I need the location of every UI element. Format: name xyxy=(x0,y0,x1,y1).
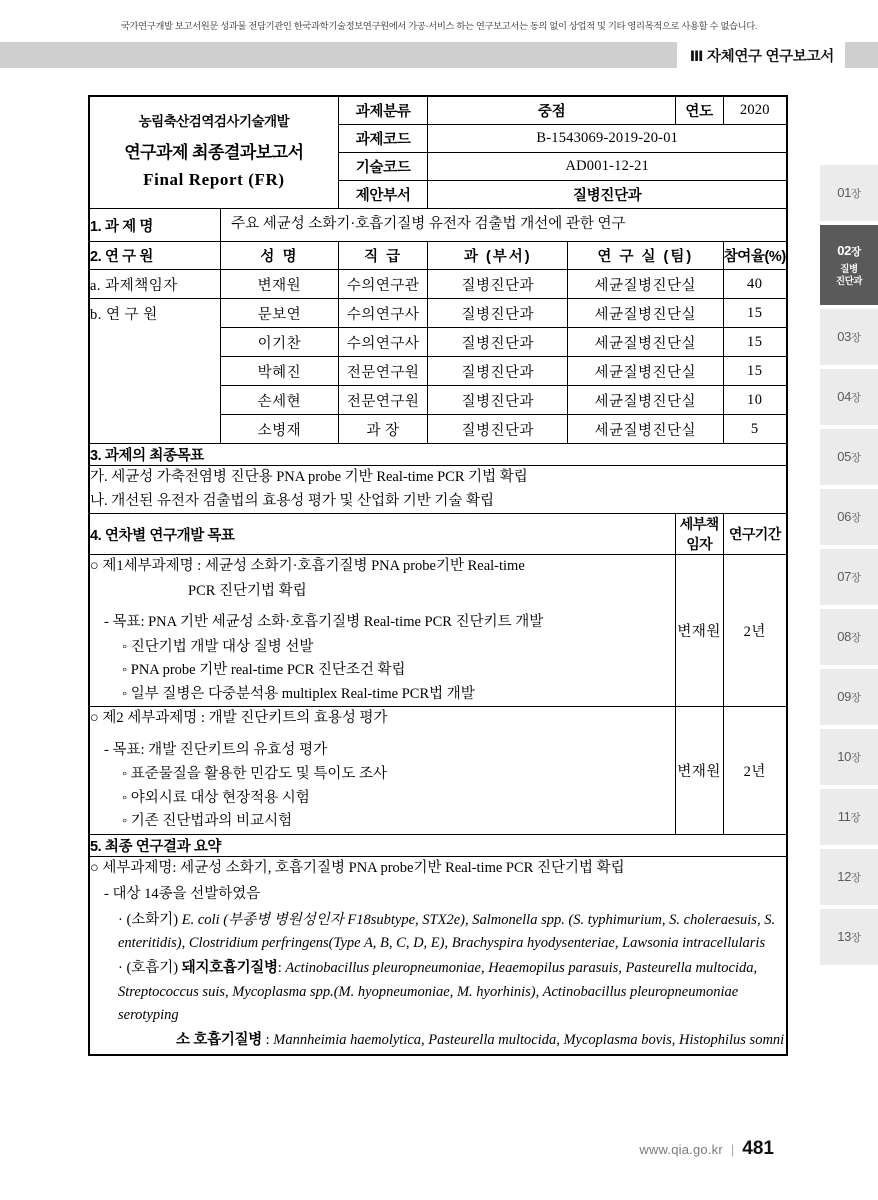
subtask-bullet: ◦ 일부 질병은 다중분석용 multiplex Real-time PCR법 개발 xyxy=(122,685,475,702)
final-report-table xyxy=(88,95,788,1056)
chapter-tab-number: 09장 xyxy=(837,689,861,704)
program-name: 농림축산검역검사기술개발 xyxy=(138,114,290,130)
project-code-label: 과제코드 xyxy=(338,125,428,153)
researcher-role xyxy=(89,415,221,444)
copyright-disclaimer: 국가연구개발 보고서원문 성과물 전담기관인 한국과학기술정보연구원에서 가공·서비스 하는 연구보고서는 동의 없이 상업적 및 기타 영리목적으로 사용할 수 없습니다. xyxy=(120,21,758,31)
chapter-tab-number: 07장 xyxy=(837,569,861,584)
subtask-goal: - 목표: 개발 진단키트의 유효성 평가 xyxy=(104,741,328,758)
col-name: 성 명 xyxy=(221,242,339,270)
section4-label: 4. 연차별 연구개발 목표 xyxy=(89,514,675,555)
subtask-bullet: ◦ 기존 진단법과의 비교시험 xyxy=(122,813,293,830)
annual-goal-row xyxy=(89,707,787,834)
researcher-lab: 세균질병진단실 xyxy=(568,415,724,444)
researcher-rate: 10 xyxy=(723,386,787,415)
page-footer xyxy=(639,1138,774,1160)
annual-goal-row xyxy=(89,555,787,707)
researcher-rate: 15 xyxy=(723,357,787,386)
subtask-period: 2년 xyxy=(723,555,787,707)
researcher-lab: 세균질병진단실 xyxy=(568,357,724,386)
chapter-tab-subtitle: 질병 진단과 xyxy=(835,263,863,287)
researcher-dept: 질병진단과 xyxy=(428,386,568,415)
bovine-label: 소 호흡기질병 xyxy=(176,1031,262,1048)
summary-subtask-line: ○ 세부과제명: 세균성 소화기, 호흡기질병 PNA probe기반 Real-time PCR 진단기법 확립 xyxy=(90,859,625,876)
researcher-rate: 15 xyxy=(723,328,787,357)
chapter-tab-03[interactable] xyxy=(820,309,878,365)
year-label: 연도 xyxy=(675,96,723,125)
report-title-ko: 연구과제 최종결과보고서 xyxy=(124,142,304,162)
footer-page-number: 481 xyxy=(742,1138,774,1159)
researcher-lab: 세균질병진단실 xyxy=(568,299,724,328)
swine-species: Actinobacillus pleuropneumoniae, Heaemopilus parasuis, Pasteurella multocida, Streptococcus suis, Mycoplasma spp.(M. hyopneumoniae, M. hyorhinis), Actinobacillus pleuropneumoniae serotyping xyxy=(118,960,758,1023)
annual-goal-detail xyxy=(89,555,675,707)
annual-goal-detail xyxy=(89,707,675,834)
researcher-rate: 5 xyxy=(723,415,787,444)
col-lab: 연 구 실 (팀) xyxy=(568,242,724,270)
researcher-lab: 세균질병진단실 xyxy=(568,328,724,357)
researcher-row xyxy=(89,415,787,444)
researcher-role xyxy=(89,357,221,386)
chapter-tab-number: 03장 xyxy=(837,329,861,344)
section4-col-owner: 세부책임자 xyxy=(675,514,723,555)
researcher-rank: 전문연구원 xyxy=(338,386,428,415)
project-code-value: B-1543069-2019-20-01 xyxy=(428,125,787,153)
category-label: 과제분류 xyxy=(338,96,428,125)
researcher-rank: 수의연구사 xyxy=(338,328,428,357)
chapter-tab-06[interactable] xyxy=(820,489,878,545)
researcher-row xyxy=(89,386,787,415)
chapter-tab-number: 13장 xyxy=(837,929,861,944)
chapter-tab-01[interactable] xyxy=(820,165,878,221)
chapter-tab-04[interactable] xyxy=(820,369,878,425)
researcher-role xyxy=(89,386,221,415)
year-value: 2020 xyxy=(723,96,787,125)
chapter-tab-number: 02장 xyxy=(837,242,861,258)
subtask-goal: - 목표: PNA 기반 세균성 소화·호흡기질병 Real-time PCR 진단키트 개발 xyxy=(104,614,544,631)
researcher-lab: 세균질병진단실 xyxy=(568,270,724,299)
researcher-name: 손세현 xyxy=(221,386,339,415)
researcher-name: 문보연 xyxy=(221,299,339,328)
section5-label: 5. 최종 연구결과 요약 xyxy=(89,834,787,856)
tech-code-label: 기술코드 xyxy=(338,153,428,181)
subtask-owner: 변재원 xyxy=(675,555,723,707)
col-rate: 참여율(%) xyxy=(723,242,787,270)
chapter-tab-02[interactable] xyxy=(820,225,878,305)
col-dept: 과 (부서) xyxy=(428,242,568,270)
digestive-species: E. coli (부종병 병원성인자 F18subtype, STX2e), Salmonella spp. (S. typhimurium, S. choleraesuis, S. enteritidis), Clostridium perfringens(Type A, B, C, D, E), Brachyspira hyodysenteriae, Lawsonia intracellularis xyxy=(118,911,776,952)
category-value: 중점 xyxy=(428,96,675,125)
report-title-block xyxy=(89,96,338,209)
section2-label: 2. 연 구 원 xyxy=(89,242,221,270)
researcher-role: a. 과제책임자 xyxy=(89,270,221,299)
swine-label: 돼지호흡기질병 xyxy=(181,960,278,977)
researcher-name: 이기찬 xyxy=(221,328,339,357)
section4-col-period: 연구기간 xyxy=(723,514,787,555)
subtask-bullet: ◦ 진단기법 개발 대상 질병 선발 xyxy=(122,638,314,655)
researcher-dept: 질병진단과 xyxy=(428,270,568,299)
summary-digestive xyxy=(118,909,786,955)
chapter-tab-number: 06장 xyxy=(837,509,861,524)
chapter-tab-05[interactable] xyxy=(820,429,878,485)
subtask-bullet: ◦ PNA probe 기반 real-time PCR 진단조건 확립 xyxy=(122,662,406,679)
chapter-tab-number: 10장 xyxy=(837,749,861,764)
section1-label: 1. 과 제 명 xyxy=(89,209,221,242)
subtask-bullet: ◦ 표준물질을 활용한 민감도 및 특이도 조사 xyxy=(122,766,388,783)
digestive-label: · (소화기) xyxy=(118,911,179,928)
researcher-dept: 질병진단과 xyxy=(428,328,568,357)
researcher-name: 박혜진 xyxy=(221,357,339,386)
subtask-owner: 변재원 xyxy=(675,707,723,834)
researcher-row xyxy=(89,328,787,357)
section3-body xyxy=(89,466,787,514)
researcher-rank: 과 장 xyxy=(338,415,428,444)
section3-line: 가. 세균성 가축전염병 진단용 PNA probe 기반 Real-time PCR 기법 확립 xyxy=(90,469,528,486)
tech-code-value: AD001-12-21 xyxy=(428,153,787,181)
subtask-title: ○ 제1세부과제명 : 세균성 소화기·호흡기질병 PNA probe기반 Real-time xyxy=(90,558,525,575)
chapter-tab-10[interactable] xyxy=(820,729,878,785)
chapter-tab-09[interactable] xyxy=(820,669,878,725)
summary-target-count: - 대상 14종을 선발하였음 xyxy=(104,885,261,902)
chapter-tab-13[interactable] xyxy=(820,909,878,965)
researcher-rank: 수의연구사 xyxy=(338,299,428,328)
researcher-rank: 전문연구원 xyxy=(338,357,428,386)
report-title-en: Final Report (FR) xyxy=(143,170,285,190)
researcher-name: 변재원 xyxy=(221,270,339,299)
section1-value: 주요 세균성 소화기·호흡기질병 유전자 검출법 개선에 관한 연구 xyxy=(221,209,787,242)
chapter-tab-number: 05장 xyxy=(837,449,861,464)
proposing-dept-value: 질병진단과 xyxy=(428,181,787,209)
researcher-row xyxy=(89,357,787,386)
bovine-species: Mannheimia haemolytica, Pasteurella multocida, Mycoplasma bovis, Histophilus somni xyxy=(273,1031,785,1048)
chapter-tab-number: 08장 xyxy=(837,629,861,644)
researcher-dept: 질병진단과 xyxy=(428,357,568,386)
chapter-tab-07[interactable] xyxy=(820,549,878,605)
researcher-rank: 수의연구관 xyxy=(338,270,428,299)
col-rank: 직 급 xyxy=(338,242,428,270)
running-head-title: Ⅲ 자체연구 연구보고서 xyxy=(677,42,845,68)
researcher-role: b. 연 구 원 xyxy=(89,299,221,328)
chapter-tab-number: 04장 xyxy=(837,389,861,404)
section5-body xyxy=(89,856,787,1055)
chapter-tab-number: 11장 xyxy=(837,809,861,824)
chapter-tab-11[interactable] xyxy=(820,789,878,845)
proposing-dept-label: 제안부서 xyxy=(338,181,428,209)
researcher-rate: 15 xyxy=(723,299,787,328)
subtask-title-cont: PCR 진단기법 확립 xyxy=(188,582,307,599)
respiratory-label: · (호흡기) xyxy=(118,960,179,977)
researcher-role xyxy=(89,328,221,357)
chapter-tab-number: 01장 xyxy=(837,185,861,200)
chapter-tab-08[interactable] xyxy=(820,609,878,665)
researcher-row xyxy=(89,299,787,328)
researcher-row xyxy=(89,270,787,299)
subtask-period: 2년 xyxy=(723,707,787,834)
section3-line: 나. 개선된 유전자 검출법의 효용성 평가 및 산업화 기반 기술 확립 xyxy=(90,492,495,509)
researcher-name: 소병재 xyxy=(221,415,339,444)
footer-divider: | xyxy=(730,1142,735,1157)
subtask-title: ○ 제2 세부과제명 : 개발 진단키트의 효용성 평가 xyxy=(90,710,388,727)
chapter-tab-rail xyxy=(820,165,878,969)
researcher-dept: 질병진단과 xyxy=(428,299,568,328)
summary-respiratory: · (호흡기) 돼지호흡기질병: Actinobacillus pleuropneumoniae, Heaemopilus parasuis, Pasteurella multocida, Streptococcus suis, Mycoplasma spp.(M. hyopneumoniae, M. hyorhinis), Actinobacillus pleuropneumoniae serotyping xyxy=(118,960,758,1023)
researcher-dept: 질병진단과 xyxy=(428,415,568,444)
researcher-rate: 40 xyxy=(723,270,787,299)
chapter-tab-12[interactable] xyxy=(820,849,878,905)
summary-bovine: 소 호흡기질병 : Mannheimia haemolytica, Pasteurella multocida, Mycoplasma bovis, Histophilus somni xyxy=(176,1031,785,1048)
researcher-lab: 세균질병진단실 xyxy=(568,386,724,415)
chapter-tab-number: 12장 xyxy=(837,869,861,884)
subtask-bullet: ◦ 야외시료 대상 현장적용 시험 xyxy=(122,789,310,806)
footer-site-url: www.qia.go.kr xyxy=(639,1142,723,1157)
section3-label: 3. 과제의 최종목표 xyxy=(89,444,787,466)
